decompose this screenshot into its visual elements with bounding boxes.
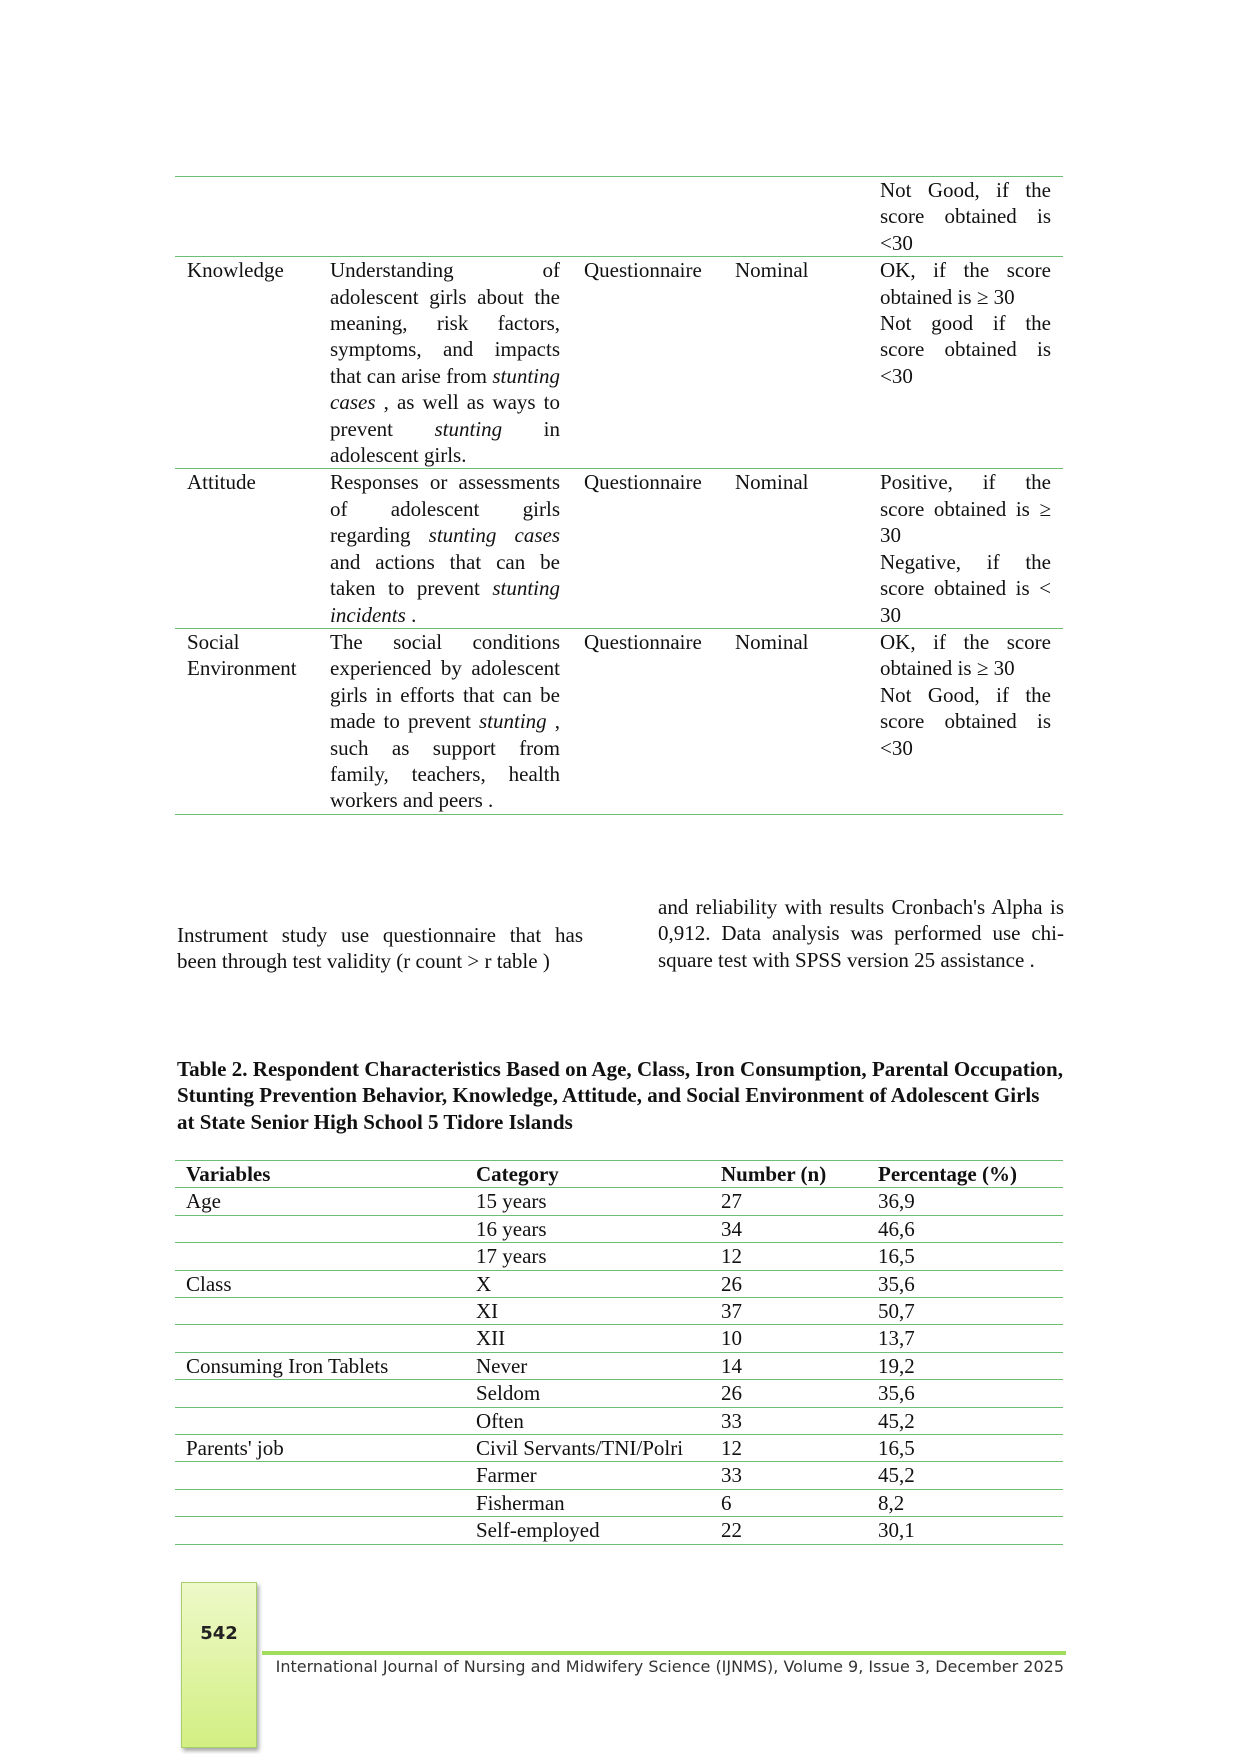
number-cell: 14 bbox=[721, 1353, 742, 1378]
scale-cell: Nominal bbox=[735, 629, 809, 654]
variable-cell: Social Environment bbox=[187, 629, 297, 681]
variable-cell bbox=[175, 1298, 465, 1325]
table-row bbox=[175, 1517, 1063, 1544]
number-cell: 37 bbox=[721, 1299, 742, 1324]
tool-cell bbox=[572, 177, 723, 257]
percentage-cell: 30,1 bbox=[878, 1518, 915, 1543]
page-number-tab bbox=[181, 1582, 257, 1748]
number-cell: 33 bbox=[721, 1463, 742, 1488]
header-percentage: Percentage (%) bbox=[878, 1162, 1017, 1186]
journal-footer: International Journal of Nursing and Midwifery Science (IJNMS), Volume 9, Issue 3, December 2025 bbox=[275, 1657, 1064, 1676]
table-row bbox=[175, 1298, 1063, 1325]
percentage-cell: 16,5 bbox=[878, 1436, 915, 1461]
definition-text: , such as support from family, teachers, health workers and peers . bbox=[330, 709, 561, 813]
results-cell bbox=[868, 628, 1063, 814]
table-row bbox=[175, 257, 1063, 469]
variable-cell: Class bbox=[186, 1271, 232, 1296]
number-cell: 6 bbox=[721, 1490, 732, 1515]
category-cell: Fisherman bbox=[476, 1490, 565, 1515]
result-criterion: Negative, if the score obtained is < 30 bbox=[880, 549, 1051, 627]
category-cell: Civil Servants/TNI/Polri bbox=[476, 1436, 684, 1461]
results-cell bbox=[868, 177, 1063, 257]
variable-cell: Knowledge bbox=[187, 258, 284, 283]
footer-rule bbox=[262, 1651, 1066, 1655]
percentage-cell: 50,7 bbox=[878, 1299, 915, 1324]
table2-caption-subtitle: at State Senior High School 5 Tidore Islands bbox=[177, 1109, 573, 1134]
variable-cell bbox=[175, 1215, 465, 1242]
variable-cell bbox=[175, 1517, 465, 1544]
number-cell: 26 bbox=[721, 1271, 742, 1296]
header-variables: Variables bbox=[186, 1162, 271, 1186]
table-row bbox=[175, 177, 1063, 257]
definition-cell bbox=[318, 177, 572, 257]
variable-cell: Consuming Iron Tablets bbox=[186, 1353, 389, 1378]
definition-emphasis: stunting bbox=[479, 709, 547, 734]
tool-cell: Questionnaire bbox=[584, 629, 702, 654]
definition-cell bbox=[318, 257, 572, 469]
number-cell: 27 bbox=[721, 1189, 742, 1214]
definition-text: Responses or assessments of adolescent girls regarding bbox=[330, 470, 560, 548]
table-row bbox=[175, 1270, 1063, 1297]
page-number: 542 bbox=[200, 1623, 238, 1644]
variable-cell bbox=[175, 1380, 465, 1407]
variable-cell bbox=[175, 1462, 465, 1489]
definition-text: , as well as ways to prevent bbox=[330, 390, 560, 441]
percentage-cell: 13,7 bbox=[878, 1326, 915, 1351]
definition-text: Understanding of adolescent girls about the meaning, risk factors, symptoms, and impacts that can arise from bbox=[330, 258, 560, 388]
definition-text: in adolescent girls. bbox=[330, 416, 560, 468]
percentage-cell: 19,2 bbox=[878, 1353, 915, 1378]
variable-cell: Parents' job bbox=[186, 1436, 284, 1461]
scale-cell: Nominal bbox=[735, 470, 809, 495]
results-cell bbox=[868, 469, 1063, 628]
percentage-cell: 35,6 bbox=[878, 1271, 915, 1296]
number-cell: 34 bbox=[721, 1216, 742, 1241]
scale-cell bbox=[723, 177, 868, 257]
table-row bbox=[175, 1435, 1063, 1462]
percentage-cell: 16,5 bbox=[878, 1244, 915, 1269]
category-cell: 16 years bbox=[476, 1216, 547, 1241]
number-cell: 22 bbox=[721, 1518, 742, 1543]
definition-text: and actions that can be taken to prevent bbox=[330, 549, 560, 601]
definition-emphasis: stunting bbox=[434, 416, 503, 441]
definition-cell bbox=[318, 628, 572, 814]
reliability-paragraph: and reliability with results Cronbach's Alpha is 0,912. Data analysis was performed use chi-square test with SPSS version 25 assistance . bbox=[658, 895, 1064, 972]
table-row bbox=[175, 1462, 1063, 1489]
category-cell: Self-employed bbox=[476, 1518, 600, 1543]
variables-definition-table-body bbox=[175, 177, 1063, 815]
table-row bbox=[175, 1380, 1063, 1407]
table2-caption-title: Table 2. Respondent Characteristics Based on Age, Class, Iron Consumption, Parental Occupation, Stunting Prevention Behavior, Knowledge, Attitude, and Social Environment of Adolescent Girls bbox=[177, 1057, 1063, 1108]
definition-emphasis: stunting cases bbox=[428, 523, 560, 548]
definition-text: . bbox=[405, 602, 417, 627]
table-row bbox=[175, 469, 1063, 628]
scale-cell: Nominal bbox=[735, 258, 809, 283]
result-criterion: Not Good, if the score obtained is <30 bbox=[880, 178, 1051, 255]
table-row bbox=[175, 1215, 1063, 1242]
percentage-cell: 35,6 bbox=[878, 1381, 915, 1406]
tool-cell: Questionnaire bbox=[584, 470, 702, 495]
table-row bbox=[175, 1407, 1063, 1434]
category-cell: Never bbox=[476, 1353, 528, 1378]
definition-cell bbox=[318, 469, 572, 628]
category-cell: 15 years bbox=[476, 1189, 547, 1214]
category-cell: Seldom bbox=[476, 1381, 541, 1406]
number-cell: 10 bbox=[721, 1326, 742, 1351]
number-cell: 12 bbox=[721, 1436, 742, 1461]
table-row bbox=[175, 1325, 1063, 1352]
result-criterion: Not good if the score obtained is <30 bbox=[880, 311, 1051, 388]
respondent-characteristics-body bbox=[175, 1188, 1063, 1544]
percentage-cell: 45,2 bbox=[878, 1408, 915, 1433]
tool-cell: Questionnaire bbox=[584, 258, 702, 283]
category-cell: XII bbox=[476, 1326, 506, 1351]
table2-caption bbox=[177, 1056, 1063, 1135]
definition-emphasis: stunting cases bbox=[330, 363, 560, 415]
table-row bbox=[175, 1352, 1063, 1379]
percentage-cell: 36,9 bbox=[878, 1189, 915, 1214]
variable-cell: Attitude bbox=[187, 470, 256, 495]
table-row bbox=[175, 1243, 1063, 1270]
variable-cell bbox=[175, 1243, 465, 1270]
percentage-cell: 46,6 bbox=[878, 1216, 915, 1241]
definition-text: The social conditions experienced by adolescent girls in efforts that can be made to prevent bbox=[330, 629, 560, 734]
instrument-paragraph: Instrument study use questionnaire that has been through test validity (r count > r table ) bbox=[177, 923, 583, 974]
number-cell: 33 bbox=[721, 1408, 742, 1433]
results-cell bbox=[868, 257, 1063, 469]
category-cell: Often bbox=[476, 1408, 524, 1433]
percentage-cell: 8,2 bbox=[878, 1490, 905, 1515]
category-cell: XI bbox=[476, 1299, 499, 1324]
category-cell: Farmer bbox=[476, 1463, 537, 1488]
category-cell: 17 years bbox=[476, 1244, 547, 1269]
table-row bbox=[175, 1489, 1063, 1516]
table-row bbox=[175, 628, 1063, 814]
result-criterion: OK, if the score obtained is ≥ 30 bbox=[880, 629, 1051, 681]
number-cell: 26 bbox=[721, 1381, 742, 1406]
variable-cell bbox=[175, 177, 318, 257]
header-number: Number (n) bbox=[721, 1162, 827, 1186]
category-cell: X bbox=[476, 1271, 492, 1296]
variable-cell bbox=[175, 1407, 465, 1434]
header-category: Category bbox=[476, 1162, 559, 1186]
variables-definition-table bbox=[175, 176, 1063, 815]
result-criterion: Positive, if the score obtained is ≥ 30 bbox=[880, 470, 1051, 548]
respondent-characteristics-table bbox=[175, 1160, 1063, 1545]
variable-cell: Age bbox=[186, 1189, 221, 1214]
variable-cell bbox=[175, 1489, 465, 1516]
result-criterion: OK, if the score obtained is ≥ 30 bbox=[880, 258, 1051, 309]
table-row bbox=[175, 1188, 1063, 1215]
number-cell: 12 bbox=[721, 1244, 742, 1269]
result-criterion: Not Good, if the score obtained is <30 bbox=[880, 682, 1051, 760]
definition-emphasis: stunting incidents bbox=[330, 576, 560, 627]
table-header-row bbox=[175, 1161, 1063, 1188]
variable-cell bbox=[175, 1325, 465, 1352]
percentage-cell: 45,2 bbox=[878, 1463, 915, 1488]
